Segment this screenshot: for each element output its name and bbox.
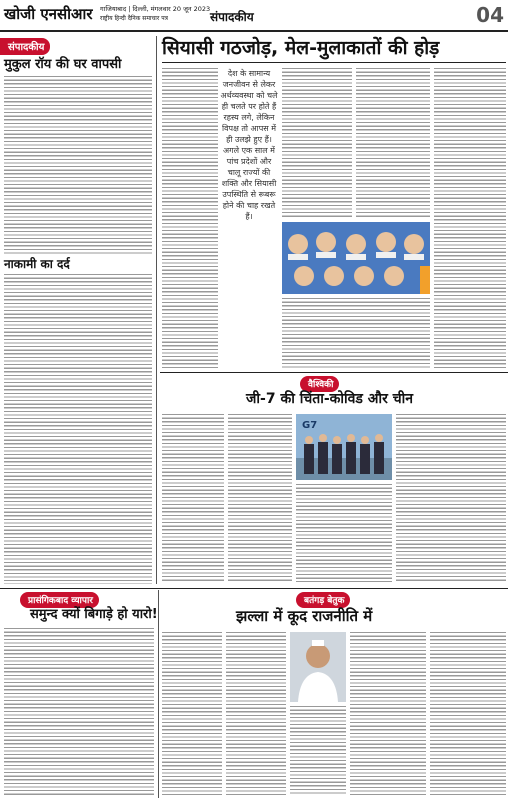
lower-left-headline: समुन्द क्यों बिगाड़े हो यारो!: [30, 607, 158, 622]
editorial-body-text-2: [4, 274, 152, 584]
section-divider: [160, 372, 508, 373]
lead-pull-quote: देश के सामान्य जनजीवन से लेकर अर्थव्यवस्था को चले ही चलते पर होते हैं रहस्य लगे, लेकिन विपक्ष तो आपस में ही उलझे हुए हैं। अगले एक साल में पांच प्रदेशों और चालू राज्यों की शक्ति और सियासी उपस्थिति से रूबरू होने की चाह रखते हैं।: [220, 69, 278, 221]
politicians-photo-collage: [282, 222, 430, 294]
world-body-col-4: [396, 414, 506, 582]
world-headline: जी-7 की चिंता-कोविड और चीन: [246, 391, 413, 407]
lower-left-banner: प्रासंगिकबाद व्यापार: [20, 592, 99, 608]
lower-right-body-col-2: [226, 632, 286, 796]
column-divider: [156, 36, 157, 584]
world-body-col-3: [296, 484, 392, 582]
lead-body-col-3: [356, 68, 430, 218]
lead-headline: सियासी गठजोड़, मेल-मुलाकातों की होड़: [162, 37, 440, 59]
lower-right-headline: झल्ला में कूद राजनीति में: [236, 607, 373, 625]
world-body-col-1: [162, 414, 224, 582]
lower-left-body: [4, 628, 154, 796]
masthead-subtitle: राष्ट्रीय हिन्दी दैनिक समाचार पत्र: [100, 15, 168, 22]
editorial-banner: संपादकीय: [0, 38, 50, 55]
lower-right-body-col-4: [350, 632, 426, 796]
bottom-divider: [0, 588, 508, 589]
lead-body-continued: [282, 298, 430, 368]
svg-text:G7: G7: [302, 420, 318, 431]
lead-underline: [162, 62, 506, 63]
lead-body-col-2: [282, 68, 352, 218]
column-divider-lower: [158, 590, 159, 798]
editorial-body-text: [4, 76, 152, 254]
editorial-subheadline: नाकामी का दर्द: [4, 257, 70, 271]
lower-right-body-col-3: [290, 706, 346, 796]
masthead-date: गाजियाबाद | दिल्ली, मंगलवार 20 जून 2023: [100, 5, 211, 13]
lower-right-banner: बतंगड़ बेतुक: [296, 592, 350, 608]
politician-photo: [290, 632, 346, 702]
page-number: 04: [476, 3, 504, 27]
lead-body-col-1: [162, 68, 218, 368]
lower-right-body-col-1: [162, 632, 222, 796]
world-banner: वैश्विकी: [300, 376, 339, 392]
lead-body-col-4: [434, 68, 506, 368]
editorial-headline: मुकुल रॉय की घर वापसी: [4, 57, 122, 72]
lower-right-body-col-5: [430, 632, 506, 796]
section-title: संपादकीय: [210, 10, 254, 24]
g7-leaders-photo: [296, 414, 392, 480]
newspaper-name: खोजी एनसीआर: [4, 5, 93, 23]
world-body-col-2: [228, 414, 292, 582]
